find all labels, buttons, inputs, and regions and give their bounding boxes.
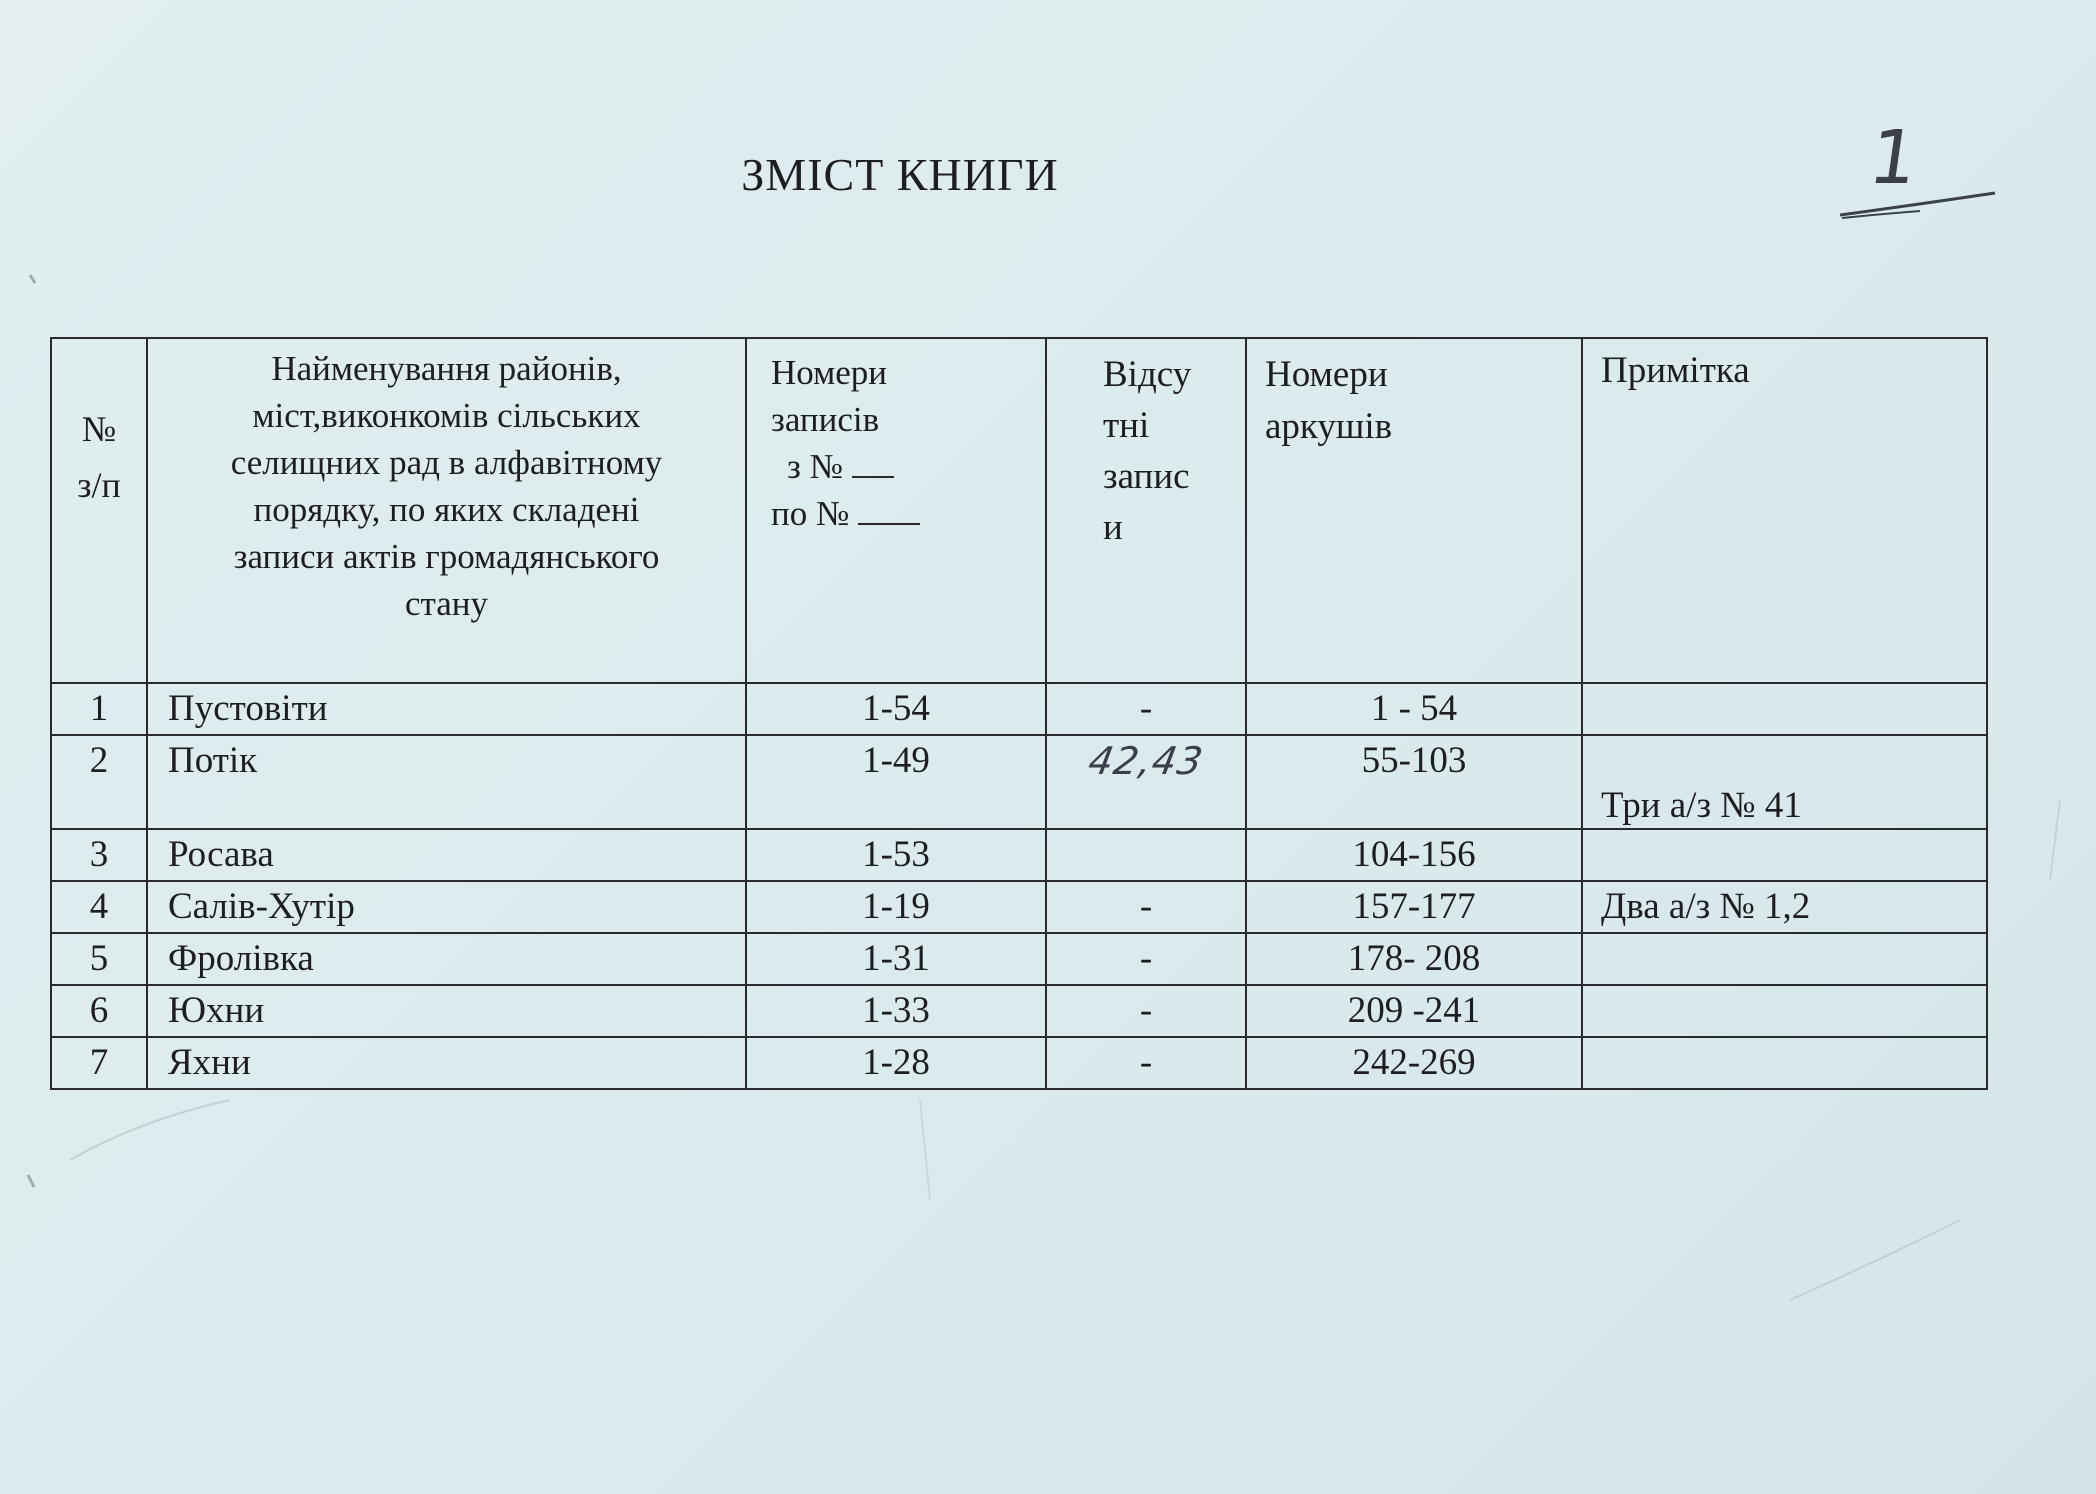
handwritten-page-number [1830, 115, 2010, 230]
row-absent [1046, 829, 1246, 881]
row-records: 1-28 [746, 1037, 1046, 1089]
row-sheets: 104-156 [1246, 829, 1582, 881]
header-absent-records: Відсу тні запис и [1046, 338, 1246, 683]
row-sheets: 157-177 [1246, 881, 1582, 933]
row-sheets: 242-269 [1246, 1037, 1582, 1089]
row-name: Потік [147, 735, 746, 829]
table-row [51, 683, 1987, 735]
row-absent [1046, 735, 1246, 829]
row-number: 4 [51, 881, 147, 933]
row-records: 1-31 [746, 933, 1046, 985]
header-name: Найменування районів, міст,виконкомів сільських селищних рад в алфавітному порядку, по яких складені записи актів громадянського стану [147, 338, 746, 683]
row-note [1582, 829, 1987, 881]
row-records: 1-33 [746, 985, 1046, 1037]
header-note: Примітка [1582, 338, 1987, 683]
row-records: 1-19 [746, 881, 1046, 933]
row-number: 7 [51, 1037, 147, 1089]
row-absent: - [1046, 985, 1246, 1037]
row-absent: - [1046, 881, 1246, 933]
row-name: Пустовіти [147, 683, 746, 735]
row-note: Три а/з № 41 [1582, 735, 1987, 829]
row-note [1582, 683, 1987, 735]
row-number: 3 [51, 829, 147, 881]
header-sheet-numbers: Номери аркушів [1246, 338, 1582, 683]
table-row [51, 1037, 1987, 1089]
table-header-row [51, 338, 1987, 683]
row-records: 1-53 [746, 829, 1046, 881]
row-note [1582, 933, 1987, 985]
row-absent: - [1046, 933, 1246, 985]
row-absent: - [1046, 683, 1246, 735]
contents-table [50, 337, 1988, 1090]
row-name: Росава [147, 829, 746, 881]
row-number: 6 [51, 985, 147, 1037]
row-sheets: 178- 208 [1246, 933, 1582, 985]
row-note: Два а/з № 1,2 [1582, 881, 1987, 933]
handwritten-absent-records: 42,43 [1085, 739, 1207, 783]
row-number: 1 [51, 683, 147, 735]
row-records: 1-49 [746, 735, 1046, 829]
document-title: ЗМІСТ КНИГИ [741, 149, 1059, 200]
table-row [51, 829, 1987, 881]
row-sheets: 1 - 54 [1246, 683, 1582, 735]
row-name: Яхни [147, 1037, 746, 1089]
row-number: 5 [51, 933, 147, 985]
table-row [51, 881, 1987, 933]
page-number-underline [1830, 115, 2010, 230]
table-row [51, 735, 1987, 829]
row-name: Фролівка [147, 933, 746, 985]
row-number: 2 [51, 735, 147, 829]
row-records: 1-54 [746, 683, 1046, 735]
row-sheets: 55-103 [1246, 735, 1582, 829]
header-records: Номери записів з № по № [746, 338, 1046, 683]
table-row [51, 933, 1987, 985]
row-note [1582, 985, 1987, 1037]
row-note [1582, 1037, 1987, 1089]
table-row [51, 985, 1987, 1037]
row-absent: - [1046, 1037, 1246, 1089]
row-sheets: 209 -241 [1246, 985, 1582, 1037]
row-name: Салів-Хутір [147, 881, 746, 933]
page-number-text: 1 [1863, 115, 1924, 201]
row-name: Юхни [147, 985, 746, 1037]
header-number: № з/п [51, 338, 147, 683]
